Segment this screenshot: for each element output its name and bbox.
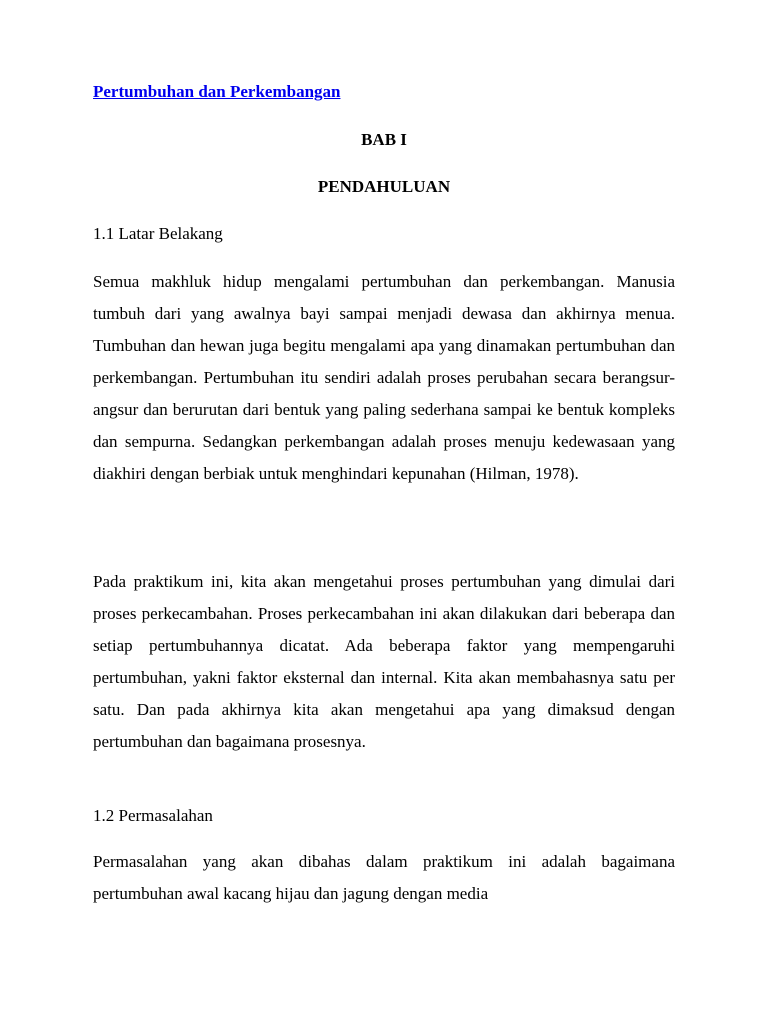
paragraph-permasalahan: Permasalahan yang akan dibahas dalam praktikum ini adalah bagaimana pertumbuhan awal kacang hijau dan jagung dengan media xyxy=(93,852,675,903)
section-heading-permasalahan: 1.2 Permasalahan xyxy=(93,806,213,825)
chapter-title: PENDAHULUAN xyxy=(317,177,451,196)
section-heading-latar-belakang: 1.1 Latar Belakang xyxy=(93,224,223,243)
paragraph-latar-belakang: Semua makhluk hidup mengalami pertumbuhan dan perkembangan. Manusia tumbuh dari yang awalnya bayi sampai menjadi dewasa dan akhirnya menua. Tumbuhan dan hewan juga begitu mengalami apa yang dinamakan pertumbuhan dan perkembangan. Pertumbuhan itu sendiri adalah proses perubahan secara berangsur-angsur dan berurutan dari bentuk yang paling sederhana sampai ke bentuk kompleks dan sempurna. Sedangkan perkembangan adalah proses menuju kedewasaan yang diakhiri dengan berbiak untuk menghindari kepunahan (Hilman, 1978). xyxy=(93,272,675,483)
paragraph-praktikum: Pada praktikum ini, kita akan mengetahui proses pertumbuhan yang dimulai dari proses perkecambahan. Proses perkecambahan ini akan dilakukan dari beberapa dan setiap pertumbuhannya dicatat. Ada beberapa faktor yang mempengaruhi pertumbuhan, yakni faktor eksternal dan internal. Kita akan membahasnya satu per satu. Dan pada akhirnya kita akan mengetahui apa yang dimaksud dengan pertumbuhan dan bagaimana prosesnya. xyxy=(93,572,675,751)
document-title-link[interactable]: Pertumbuhan dan Perkembangan xyxy=(93,82,341,101)
chapter-heading: BAB I xyxy=(361,130,407,149)
